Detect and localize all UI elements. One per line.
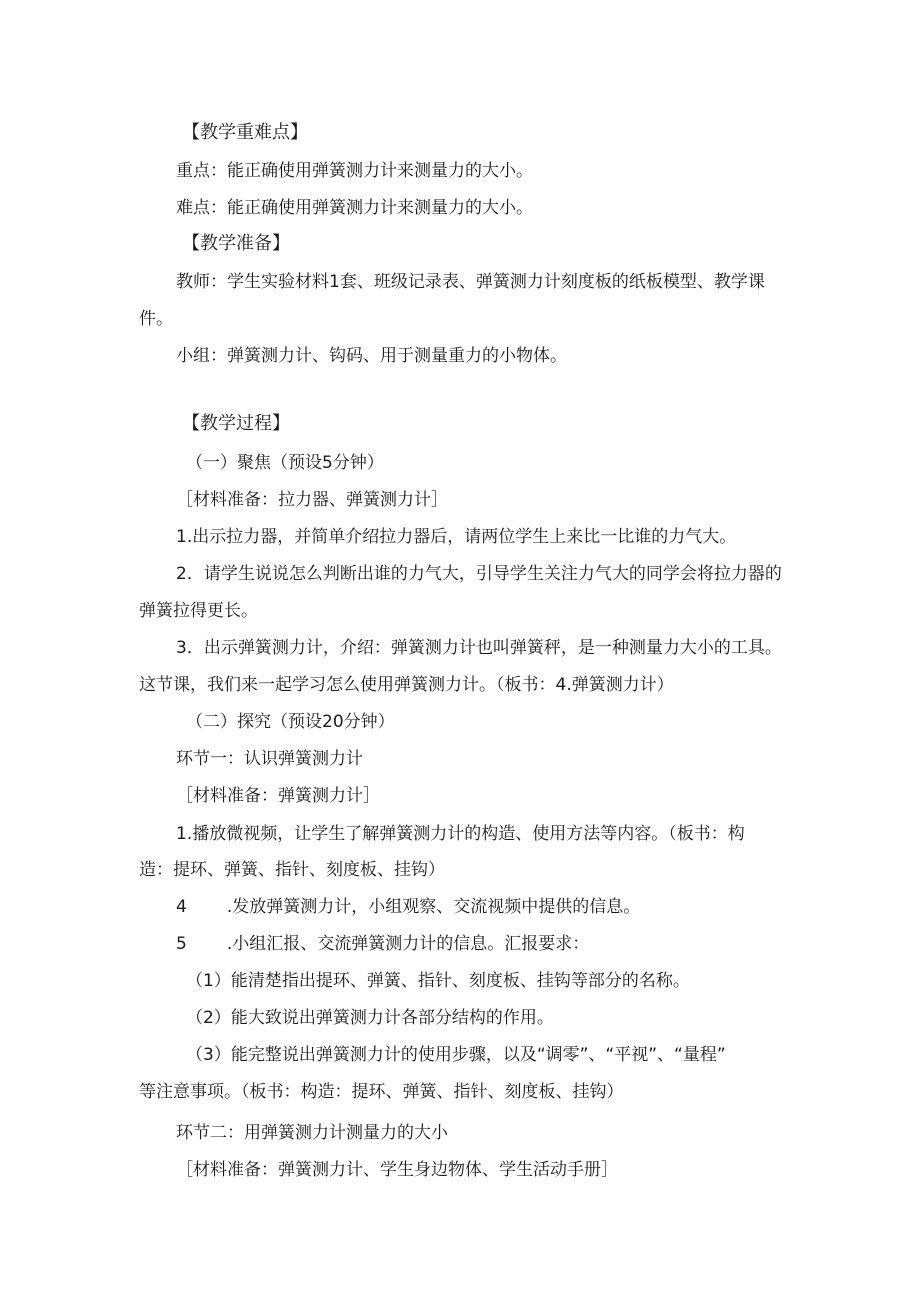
s1-item2-line1: 2．请学生说说怎么判断出谁的力气大，引导学生关注力气大的同学会将拉力器的 <box>176 564 782 584</box>
l1-item5-text: .小组汇报、交流弹簧测力计的信息。汇报要求： <box>226 934 590 954</box>
link2-heading: 环节二：用弹簧测力计测量力的大小 <box>176 1123 448 1143</box>
requirement-2: （2）能大致说出弹簧测力计各部分结构的作用。 <box>186 1008 554 1028</box>
teacher-prep-line2: 件。 <box>139 309 173 329</box>
link1-materials: ［材料准备：弹簧测力计］ <box>176 786 380 806</box>
s1-item3-line2: 这节课，我们来一起学习怎么使用弹簧测力计。（板书：4.弹簧测力计） <box>139 675 674 695</box>
section1-heading: （一）聚焦（预设5分钟） <box>186 453 384 473</box>
l1-item4-number: 4 <box>176 897 187 917</box>
requirement-3-line2: 等注意事项。（板书：构造：提环、弹簧、指针、刻度板、挂钩） <box>139 1082 624 1102</box>
requirement-1: （1）能清楚指出提环、弹簧、指针、刻度板、挂钩等部分的名称。 <box>186 971 690 991</box>
l1-item5 <box>176 932 589 956</box>
l1-item1-line1: 1.播放微视频，让学生了解弹簧测力计的构造、使用方法等内容。（板书：构 <box>176 824 745 844</box>
s1-item2-line2: 弹簧拉得更长。 <box>139 601 258 621</box>
link2-materials: ［材料准备：弹簧测力计、学生身边物体、学生活动手册］ <box>176 1160 618 1180</box>
s1-item1: 1.出示拉力器，并简单介绍拉力器后，请两位学生上来比一比谁的力气大。 <box>176 527 737 547</box>
l1-item4-text: .发放弹簧测力计，小组观察、交流视频中提供的信息。 <box>226 897 641 917</box>
preparation-heading: 【教学准备】 <box>182 233 290 254</box>
requirement-3-line1: （3）能完整说出弹簧测力计的使用步骤，以及“调零”、“平视”、“量程” <box>186 1045 726 1065</box>
l1-item1-line2: 造：提环、弹簧、指针、刻度板、挂钩） <box>139 860 445 880</box>
difficult-point: 难点：能正确使用弹簧测力计来测量力的大小。 <box>176 198 533 218</box>
group-prep: 小组：弹簧测力计、钩码、用于测量重力的小物体。 <box>176 346 567 366</box>
section1-materials: ［材料准备：拉力器、弹簧测力计］ <box>176 490 448 510</box>
section2-heading: （二）探究（预设20分钟） <box>186 712 395 732</box>
s1-item3-line1: 3．出示弹簧测力计，介绍：弹簧测力计也叫弹簧秤，是一种测量力大小的工具。 <box>176 638 782 658</box>
key-point: 重点：能正确使用弹簧测力计来测量力的大小。 <box>176 161 533 181</box>
l1-item5-number: 5 <box>176 934 187 954</box>
teacher-prep-line1: 教师：学生实验材料1套、班级记录表、弹簧测力计刻度板的纸板模型、教学课 <box>176 272 765 292</box>
key-points-heading: 【教学重难点】 <box>182 122 308 143</box>
link1-heading: 环节一：认识弹簧测力计 <box>176 749 363 769</box>
process-heading: 【教学过程】 <box>182 413 290 434</box>
l1-item4 <box>176 895 640 919</box>
